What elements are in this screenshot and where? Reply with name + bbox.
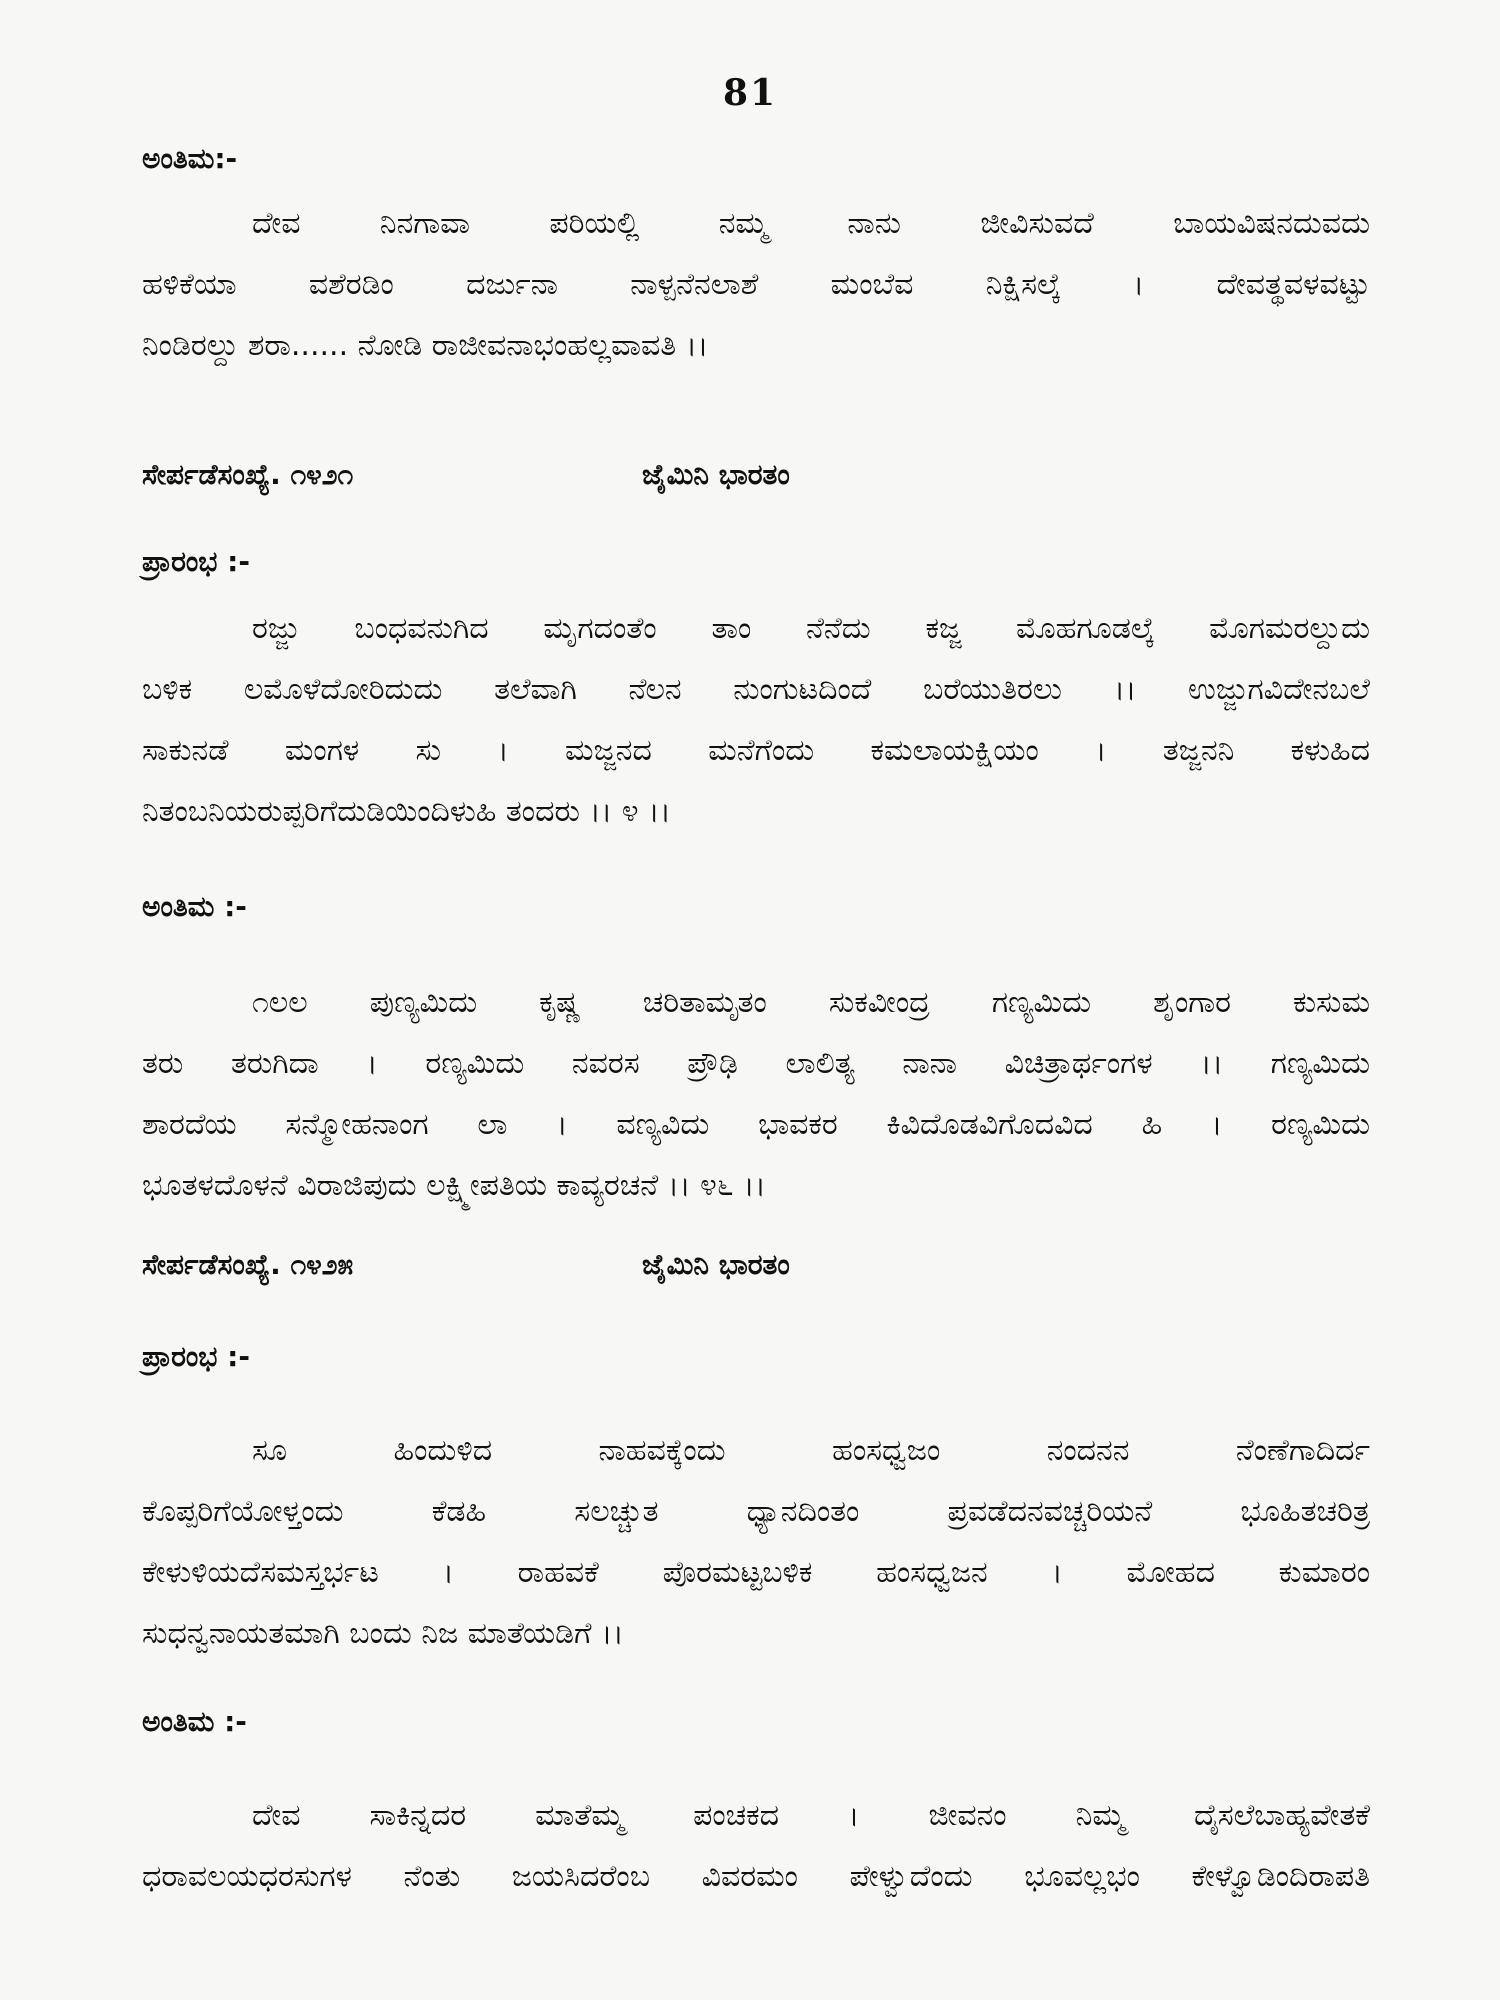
paragraph-antima-2: [142, 972, 1370, 1216]
text-line: ಶಾರದೆಯ ಸನ್ಮೋಹನಾಂಗ ಲಾ । ವಣ್ಯವಿದು ಭಾವಕರ ಕಿವಿದೊಡವಿಗೊದವಿದ ಹಿ । ರಣ್ಯಮಿದು: [142, 1107, 1370, 1142]
text-line: ತರು ತರುಗಿದಾ । ರಣ್ಯಮಿದು ನವರಸ ಪ್ರೌಢಿ ಲಾಲಿತ್ಯ ನಾನಾ ವಿಚಿತ್ರಾರ್ಥಂಗಳ ।। ಗಣ್ಯಮಿದು: [142, 1046, 1370, 1081]
section-label-prarambha: ಪ್ರಾರಂಭ :-: [142, 1340, 250, 1373]
section-label-antima: ಅಂತಿಮ:-: [142, 142, 238, 175]
page-number: 81: [722, 72, 778, 114]
text-line: ಬಳಿಕ ಲಮೊಳೆದೋರಿದುದು ತಲೆವಾಗಿ ನೆಲನ ನುಂಗುಟದಿಂದೆ ಬರೆಯುತಿರಲು ।। ಉಜ್ಜುಗವಿದೇನಬಲೆ: [142, 672, 1370, 707]
text-line: ೧ಲಲ ಪುಣ್ಯಮಿದು ಕೃಷ್ಣ ಚರಿತಾಮೃತಂ ಸುಕವೀಂದ್ರ ಗಣ್ಯಮಿದು ಶೃಂಗಾರ ಕುಸುಮ: [252, 985, 1370, 1020]
text-line: ಸಾಕುನಡೆ ಮಂಗಳ ಸು । ಮಜ್ಜನದ ಮನೆಗೆಂದು ಕಮಲಾಯಕ್ಷಿಯಂ । ತಜ್ಜನನಿ ಕಳುಹಿದ: [142, 733, 1370, 768]
section-label-antima: ಅಂತಿಮ :-: [142, 890, 247, 923]
text-line: ದೇವ ನಿನಗಾವಾ ಪರಿಯಲ್ಲಿ ನಮ್ಮ ನಾನು ಜೀವಿಸುವದೆ ಬಾಯವಿಷನದುವದು: [252, 206, 1370, 241]
paragraph-prarambha-2: [142, 1420, 1370, 1664]
entry-number: ಸೇರ್ಪಡೆಸಂಖ್ಯೆ. ೧೪೨೫: [142, 1248, 354, 1281]
text-line: ಸುಧನ್ವನಾಯತಮಾಗಿ ಬಂದು ನಿಜ ಮಾತೆಯಡಿಗೆ ।।: [142, 1616, 624, 1651]
paragraph-prarambha-1: [142, 598, 1370, 842]
section-label-antima: ಅಂತಿಮ :-: [142, 1705, 247, 1738]
entry-title: ಜೈಮಿನಿ ಭಾರತಂ: [642, 1248, 790, 1281]
text-line: ಧರಾವಲಯಧರಸುಗಳ ನೆಂತು ಜಯಸಿದರೆಂಬ ವಿವರಮಂ ಪೇಳ್ವುದೆಂದು ಭೂವಲ್ಲಭಂ ಕೇಳ್ವೊಡಿಂದಿರಾಪತಿ: [142, 1859, 1370, 1894]
entry-title: ಜೈಮಿನಿ ಭಾರತಂ: [642, 458, 790, 491]
paragraph-antima-3: [142, 1785, 1370, 1907]
text-line: ದೇವ ಸಾಕಿನ್ನದರ ಮಾತೆಮ್ಮ ಪಂಚಕದ । ಜೀವನಂ ನಿಮ್ಮ ದೈಸಲೆಬಾಹ್ಯವೇತಕೆ: [252, 1798, 1370, 1833]
paragraph-antima-1: [142, 193, 1370, 376]
text-line: ಭೂತಳದೊಳನೆ ವಿರಾಜಿಪುದು ಲಕ್ಷ್ಮೀಪತಿಯ ಕಾವ್ಯರಚನೆ ।। ೪೬ ।।: [142, 1168, 766, 1203]
text-line: ನಿತಂಬನಿಯರುಪ್ಪರಿಗೆದುಡಿಯಿಂದಿಳುಹಿ ತಂದರು ।। ೪ ।।: [142, 794, 671, 829]
section-label-prarambha: ಪ್ರಾರಂಭ :-: [142, 545, 250, 578]
text-line: ಸೂ ಹಿಂದುಳಿದ ನಾಹವಕ್ಕೆಂದು ಹಂಸಧ್ವಜಂ ನಂದನನ ನೆಂಣೆಗಾದಿರ್ದ: [252, 1433, 1370, 1468]
text-line: ಕೊಪ್ಪರಿಗೆಯೋಳ್ತಂದು ಕೆಡಹಿ ಸಲಚ್ಚುತ ಧ್ಯಾನದಿಂತಂ ಪ್ರವಡೆದನವಚ್ಚರಿಯನೆ ಭೂಹಿತಚರಿತ್ರ: [142, 1494, 1370, 1529]
text-line: ಹಳಿಕೆಯಾ ವಶೆರಡಿಂ ದರ್ಜುನಾ ನಾಳ್ಪನೆನಲಾಶೆ ಮಂಬೆವ ನಿಕ್ಷಿಸಲ್ಕೆ । ದೇವತ್ಥವಳವಟ್ಟು: [142, 267, 1370, 302]
entry-number: ಸೇರ್ಪಡೆಸಂಖ್ಯೆ. ೧೪೨೧: [142, 458, 354, 491]
text-line: ಕೇಳುಳಿಯದೆಸಮಸ್ತರ್ಭಟ । ರಾಹವಕೆ ಪೊರಮಟ್ಟಬಳಿಕ ಹಂಸಧ್ವಜನ । ಮೋಹದ ಕುಮಾರಂ: [142, 1555, 1370, 1590]
text-line: ನಿಂಡಿರಲ್ದು ಶರಾ...... ನೋಡಿ ರಾಜೀವನಾಭಂಹಲ್ಲವಾವತಿ ।।: [142, 328, 709, 363]
text-line: ರಜ್ಜು ಬಂಧವನುಗಿದ ಮೃಗದಂತೆಂ ತಾಂ ನೆನೆದು ಕಜ್ಜ ಮೊಹಗೂಡಲ್ಕೆ ಮೊಗಮರಲ್ದುದು: [252, 611, 1370, 646]
